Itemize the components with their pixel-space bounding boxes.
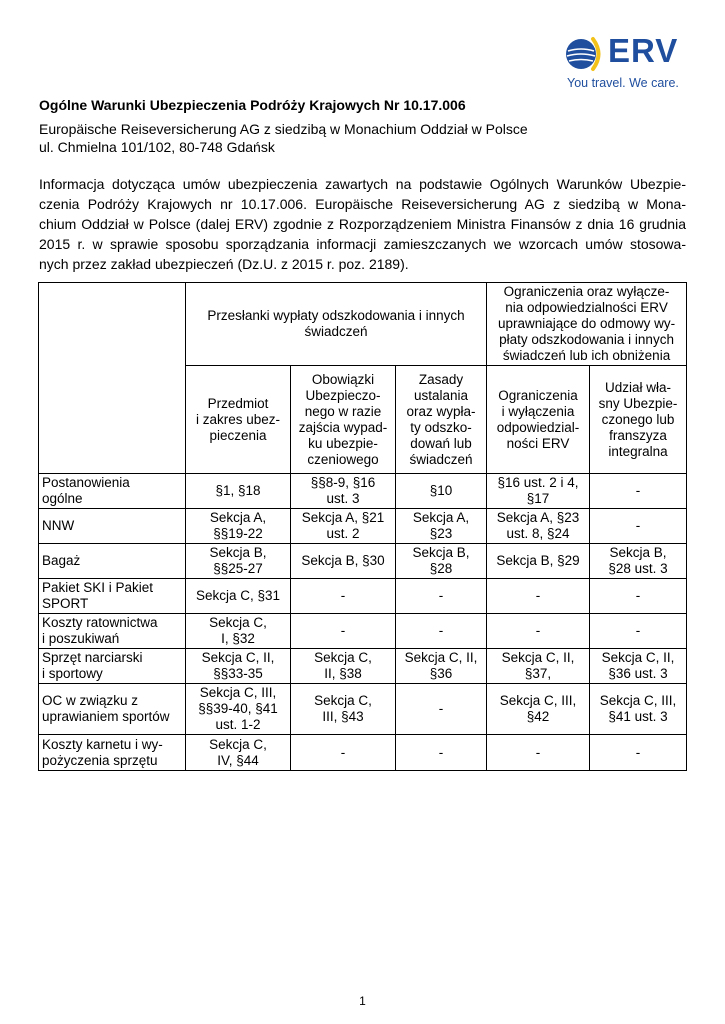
group-header-limitations: Ograniczenia oraz wyłącze- nia odpowiedzialności ERV uprawniające do odmowy wy- płaty odszkodowania i innych świadczeń lub ich obniżenia (487, 283, 687, 366)
table-row (39, 684, 687, 735)
table-row (39, 509, 687, 544)
logo-slogan: You travel. We care. (567, 76, 679, 90)
table-cell: Sekcja C, II, §36 ust. 3 (590, 649, 687, 684)
column-header: Ograniczenia i wyłączenia odpowiedzial- ności ERV (487, 366, 590, 474)
table-cell: §§8-9, §16 ust. 3 (291, 474, 396, 509)
table-row (39, 474, 687, 509)
table-cell: Sekcja B, §28 ust. 3 (590, 544, 687, 579)
table-cell: Sekcja A, §§19-22 (186, 509, 291, 544)
table-cell: - (590, 474, 687, 509)
table-cell: Sekcja C, II, §38 (291, 649, 396, 684)
company-name-line: Europäische Reiseversicherung AG z siedzibą w Monachium Oddział w Polsce (39, 121, 528, 137)
group-header-benefits: Przesłanki wypłaty odszkodowania i innych świadczeń (186, 283, 487, 366)
table-cell: Sekcja C, II, §§33-35 (186, 649, 291, 684)
erv-globe-icon (564, 34, 604, 74)
table-cell: Sekcja C, III, §43 (291, 684, 396, 735)
row-label: Pakiet SKI i Pakiet SPORT (39, 579, 186, 614)
table-cell: §16 ust. 2 i 4, §17 (487, 474, 590, 509)
info-line: 2015 r. w sprawie sposobu sporządzania informacji zamieszczanych we wzorcach umów stosowa- (39, 236, 686, 252)
table-cell: - (291, 614, 396, 649)
info-line: chium Oddział w Polsce (dalej ERV) zgodnie z Rozporządzeniem Ministra Finansów z dnia 16 grudnia (39, 216, 686, 232)
row-label: Sprzęt narciarski i sportowy (39, 649, 186, 684)
table-cell: Sekcja C, IV, §44 (186, 735, 291, 771)
table-cell: Sekcja B, §30 (291, 544, 396, 579)
info-paragraph (39, 174, 686, 274)
table-cell: Sekcja C, III, §42 (487, 684, 590, 735)
info-line: nych przez zakład ubezpieczeń (Dz.U. z 2015 r. poz. 2189). (39, 256, 409, 272)
info-line: czenia Podróży Krajowych nr 10.17.006. Europäische Reiseversicherung AG z siedzibą w Mona- (39, 196, 686, 212)
table-cell: §10 (396, 474, 487, 509)
table-row (39, 735, 687, 771)
table-cell: §1, §18 (186, 474, 291, 509)
table-cell: Sekcja B, §§25-27 (186, 544, 291, 579)
table-cell: Sekcja C, §31 (186, 579, 291, 614)
table-cell: Sekcja C, II, §36 (396, 649, 487, 684)
table-cell: - (590, 579, 687, 614)
row-label: Koszty karnetu i wy- pożyczenia sprzętu (39, 735, 186, 771)
table-cell: - (487, 579, 590, 614)
table-cell: Sekcja C, III, §§39-40, §41 ust. 1-2 (186, 684, 291, 735)
table-row (39, 649, 687, 684)
table-cell: - (291, 579, 396, 614)
column-header: Obowiązki Ubezpieczo- nego w razie zajścia wypad- ku ubezpie- czeniowego (291, 366, 396, 474)
row-label: NNW (39, 509, 186, 544)
table-cell: - (396, 614, 487, 649)
table-cell: - (590, 735, 687, 771)
table-row (39, 579, 687, 614)
table-cell: Sekcja C, III, §41 ust. 3 (590, 684, 687, 735)
erv-logo (564, 30, 694, 92)
row-label: Postanowienia ogólne (39, 474, 186, 509)
document-title: Ogólne Warunki Ubezpieczenia Podróży Krajowych Nr 10.17.006 (39, 97, 466, 113)
page-number: 1 (359, 994, 366, 1008)
table-cell: - (590, 509, 687, 544)
table-cell: Sekcja B, §29 (487, 544, 590, 579)
table-cell: Sekcja C, II, §37, (487, 649, 590, 684)
table-cell: Sekcja A, §23 ust. 8, §24 (487, 509, 590, 544)
company-address (39, 120, 528, 156)
row-label: Koszty ratownictwa i poszukiwań (39, 614, 186, 649)
info-line: Informacja dotycząca umów ubezpieczenia zawartych na podstawie Ogólnych Warunków Ubezpie- (39, 176, 686, 192)
row-label: OC w związku z uprawianiem sportów (39, 684, 186, 735)
table-header-row (39, 283, 687, 366)
table-cell: Sekcja A, §21 ust. 2 (291, 509, 396, 544)
row-label: Bagaż (39, 544, 186, 579)
table-row (39, 614, 687, 649)
column-header: Zasady ustalania oraz wypła- ty odszko- dowań lub świadczeń (396, 366, 487, 474)
table-cell: - (396, 579, 487, 614)
table-cell: Sekcja A, §23 (396, 509, 487, 544)
table-cell: Sekcja C, I, §32 (186, 614, 291, 649)
company-address-line: ul. Chmielna 101/102, 80-748 Gdańsk (39, 139, 275, 155)
column-header: Przedmiot i zakres ubez- pieczenia (186, 366, 291, 474)
table-row (39, 544, 687, 579)
logo-text: ERV (608, 32, 679, 69)
table-cell: - (291, 735, 396, 771)
table-corner-cell (39, 283, 186, 474)
table-cell: - (487, 735, 590, 771)
table-cell: - (487, 614, 590, 649)
table-cell: - (590, 614, 687, 649)
table-cell: - (396, 684, 487, 735)
table-cell: - (396, 735, 487, 771)
table-cell: Sekcja B, §28 (396, 544, 487, 579)
terms-table (38, 282, 687, 771)
column-header: Udział wła- sny Ubezpie- czonego lub franszyza integralna (590, 366, 687, 474)
